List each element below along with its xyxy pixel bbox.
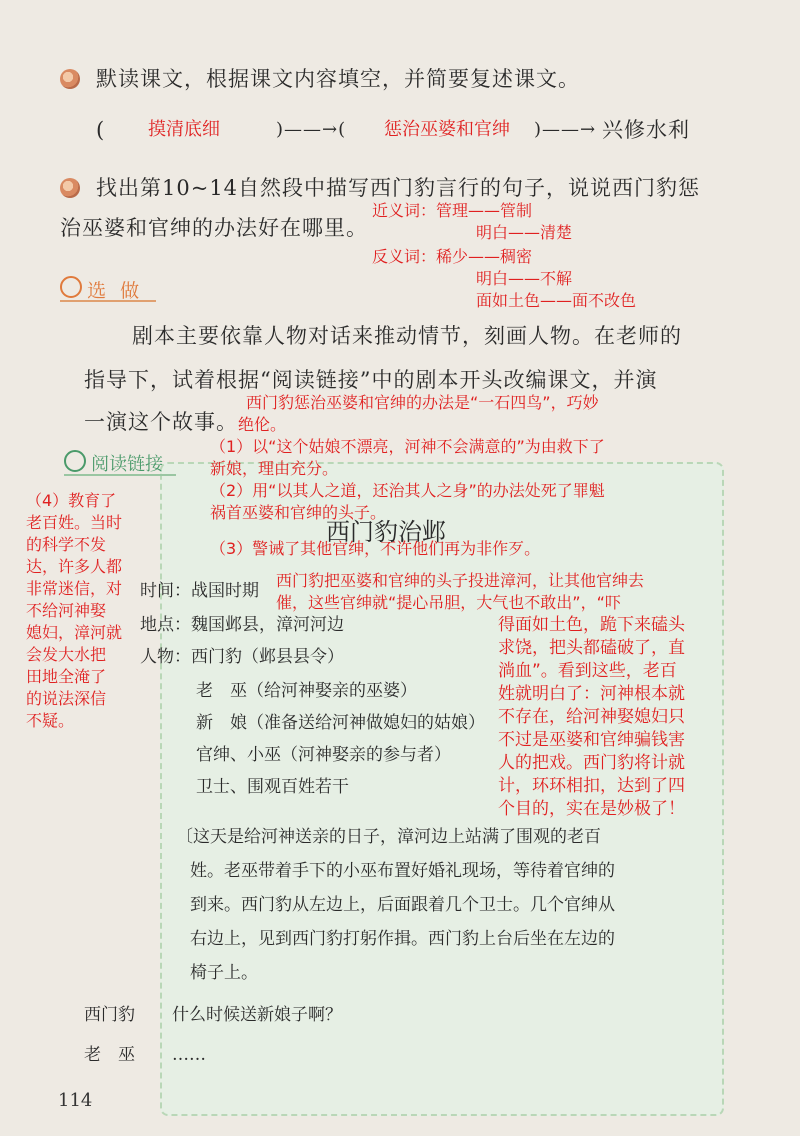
note-synonym-2: 明白——清楚 — [476, 223, 573, 242]
arrow-1: )——→( — [276, 119, 347, 140]
note-left-block — [26, 490, 154, 732]
flow-end: 兴修水利 — [602, 118, 690, 142]
note-right-line: 求饶，把头都磕破了，直 — [498, 638, 685, 658]
note-antonym-2: 明白——不解 — [476, 269, 573, 288]
note-right-line: 姓就明白了：河神根本就 — [498, 684, 685, 704]
optional-para-1: 剧本主要依靠人物对话来推动情节，刻画人物。在老师的 — [132, 324, 682, 348]
optional-para-3: 一演这个故事。 — [84, 410, 238, 434]
note-synonym: 近义词：管理——管制 — [372, 201, 533, 220]
book-icon — [64, 450, 86, 472]
blank-2-answer: 惩治巫婆和官绅 — [384, 119, 510, 140]
reading-link-header — [64, 450, 176, 476]
stage-line: 右边上，见到西门豹打躬作揖。西门豹上台后坐在左边的 — [190, 929, 615, 949]
note-method-3: （3）警诫了其他官绅，不许他们再为非作歹。 — [210, 539, 541, 558]
note-left-line: 达，许多人都 — [26, 557, 123, 576]
play-time: 时间：战国时期 — [140, 581, 259, 601]
play-cast-2: 新 娘（准备送给河神做媳妇的姑娘） — [196, 713, 485, 733]
note-method-0b: 绝伦。 — [238, 415, 287, 434]
note-left-line: 的说法深信 — [26, 689, 107, 708]
note-left-line: 田地全淹了 — [26, 667, 107, 686]
note-method-2a: （2）用“以其人之道，还治其人之身”的办法处死了罪魁 — [210, 481, 605, 500]
note-right-line1: 西门豹把巫婆和官绅的头子投进漳河，让其他官绅去 — [276, 571, 645, 590]
question-2-line1: 找出第10~14自然段中描写西门豹言行的句子，说说西门豹惩 — [96, 176, 701, 200]
stage-line: 〔这天是给河神送亲的日子，漳河边上站满了围观的老百 — [176, 827, 601, 847]
note-left-line: 不疑。 — [26, 711, 75, 730]
note-right-line: 淌血”。看到这些，老百 — [498, 661, 677, 681]
dialogue-line-2: …… — [172, 1045, 206, 1065]
stage-line: 姓。老巫带着手下的小巫布置好婚礼现场，等待着官绅的 — [190, 861, 615, 881]
note-left-line: 的科学不发 — [26, 535, 107, 554]
dialogue-speaker-2: 老 巫 — [84, 1045, 135, 1065]
question-1-text: 默读课文，根据课文内容填空，并简要复述课文。 — [96, 67, 580, 91]
note-right-line: 不存在，给河神娶媳妇只 — [498, 707, 685, 727]
note-left-line: 会发大水把 — [26, 645, 107, 664]
dialogue-line-1: 什么时候送新娘子啊？ — [172, 1005, 342, 1025]
note-right-line: 不过是巫婆和官绅骗钱害 — [498, 730, 685, 750]
note-antonym: 反义词：稀少——稠密 — [372, 247, 533, 266]
play-people: 人物：西门豹（邺县县令） — [140, 647, 344, 667]
dialogue-speaker-1: 西门豹 — [84, 1005, 135, 1025]
optional-icon — [60, 276, 82, 298]
flower-bullet-icon — [60, 69, 80, 89]
reading-link-label: 阅读链接 — [91, 454, 164, 475]
stage-line: 椅子上。 — [190, 963, 258, 983]
note-right-line: 人的把戏。西门豹将计就 — [498, 753, 685, 773]
arrow-2: )——→ — [534, 119, 597, 140]
play-cast-4: 卫士、围观百姓若干 — [196, 777, 349, 797]
note-method-1b: 新娘，理由充分。 — [210, 459, 339, 478]
play-cast-1: 老 巫（给河神娶亲的巫婆） — [196, 681, 417, 701]
note-right-block — [498, 614, 768, 821]
note-right-line2: 催，这些官绅就“提心吊胆，大气也不敢出”，“吓 — [276, 593, 621, 612]
question-2-line2: 治巫婆和官绅的办法好在哪里。 — [60, 216, 368, 240]
flower-bullet-icon — [60, 178, 80, 198]
note-right-line: 个目的，实在是妙极了！ — [498, 799, 685, 819]
note-left-line: 不给河神娶 — [26, 601, 107, 620]
blank-1-answer: 摸清底细 — [148, 119, 220, 140]
page-number: 114 — [58, 1090, 93, 1111]
note-antonym-3: 面如土色——面不改色 — [476, 291, 637, 310]
optional-header — [60, 276, 156, 302]
stage-line: 到来。西门豹从左边上，后面跟着几个卫士。几个官绅从 — [190, 895, 615, 915]
play-cast-3: 官绅、小巫（河神娶亲的参与者） — [196, 745, 451, 765]
note-right-line: 计，环环相扣，达到了四 — [498, 776, 685, 796]
note-left-line: 非常迷信，对 — [26, 579, 123, 598]
paren-open-1: ( — [96, 118, 106, 142]
note-method-2b: 祸首巫婆和官绅的头子。 — [210, 503, 387, 522]
play-place: 地点：魏国邺县，漳河河边 — [140, 615, 344, 635]
note-right-line: 得面如土色，跪下来磕头 — [498, 615, 685, 635]
optional-para-2: 指导下，试着根据“阅读链接”中的剧本开头改编课文，并演 — [84, 368, 658, 392]
play-title: 西门豹治邺 — [326, 518, 446, 546]
note-method-0: 西门豹惩治巫婆和官绅的办法是“一石四鸟”，巧妙 — [246, 393, 599, 412]
stage-directions — [176, 820, 696, 990]
note-left-line: 媳妇，漳河就 — [26, 623, 123, 642]
note-method-1a: （1）以“这个姑娘不漂亮，河神不会满意的”为由救下了 — [210, 437, 605, 456]
note-left-line: （4）教育了 — [26, 491, 117, 510]
optional-label: 选 做 — [87, 280, 144, 302]
note-left-line: 老百姓。当时 — [26, 513, 123, 532]
